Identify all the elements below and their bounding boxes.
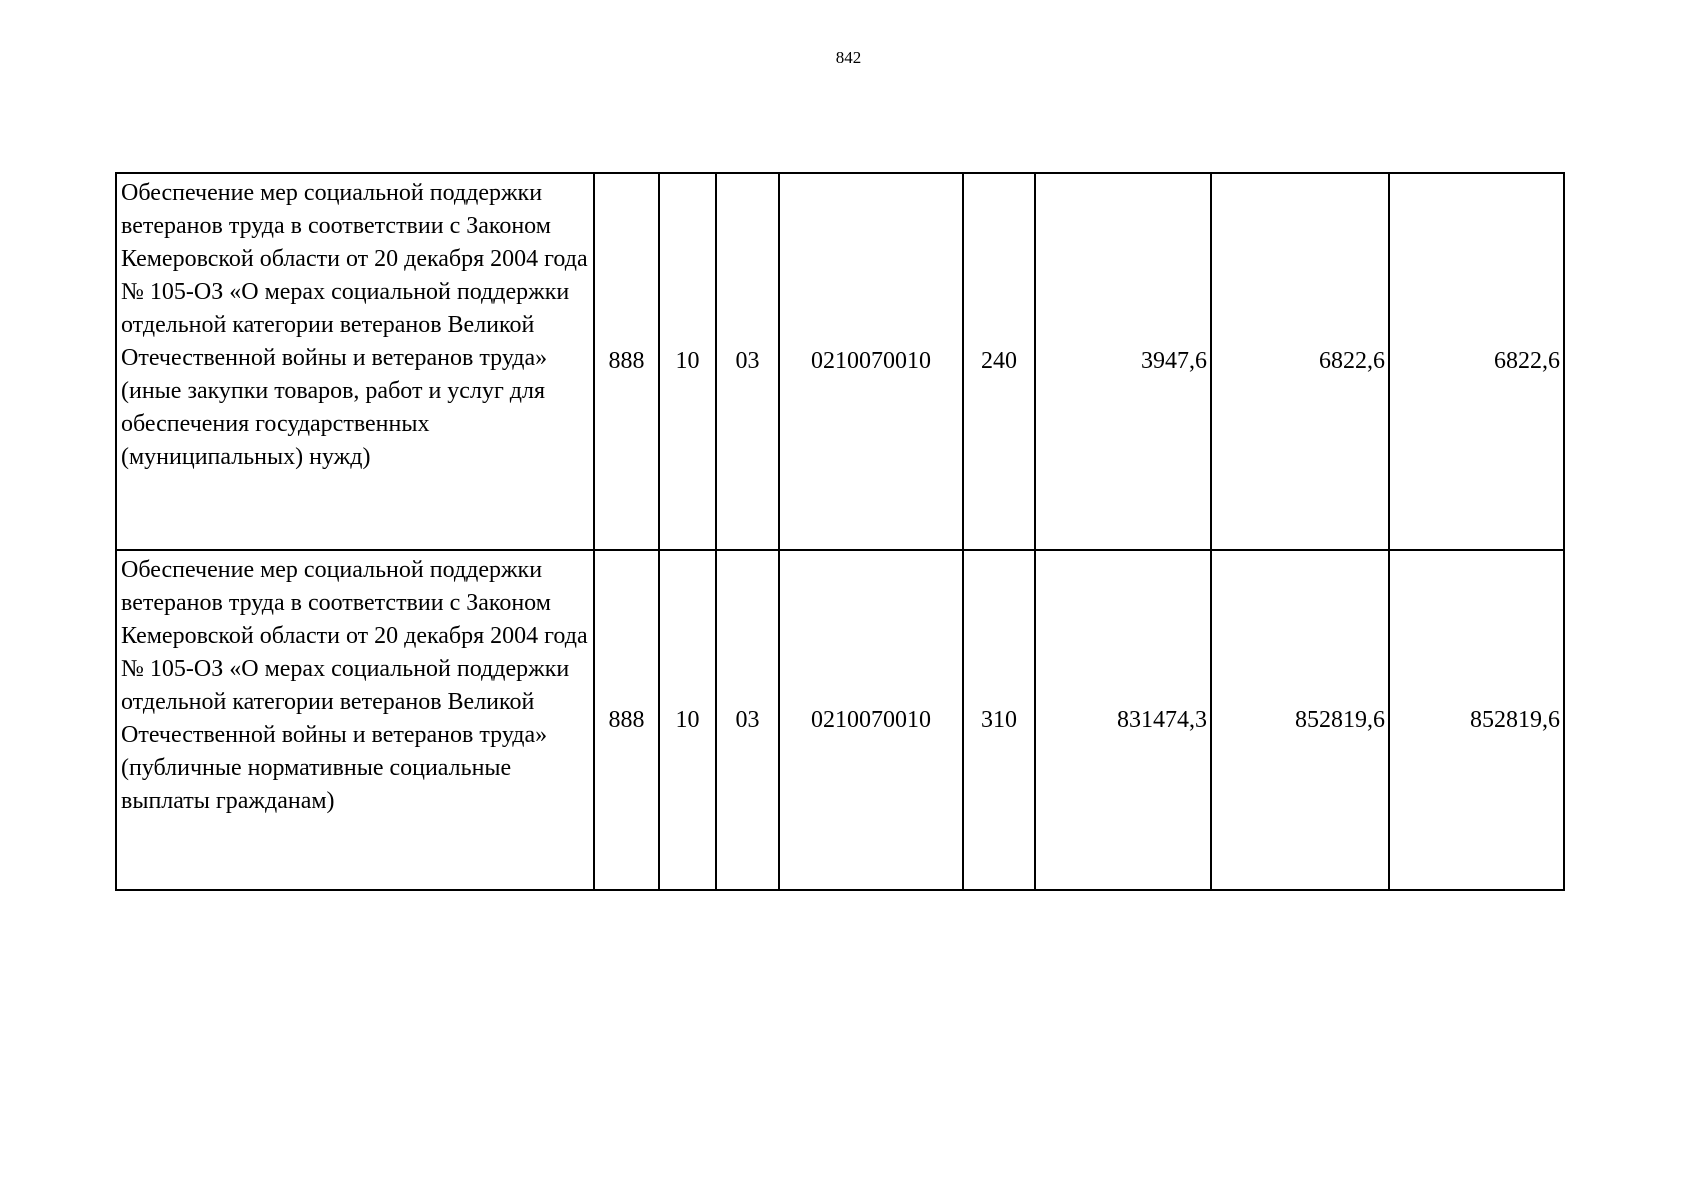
row-description: Обеспечение мер социальной поддержки ветеранов труда в соответствии с Законом Кемеровской области от 20 декабря 2004 года № 105-ОЗ «О мерах социальной поддержки отдельной категории ветеранов Великой Отечественной войны и ветеранов труда» (публичные нормативные социальные выплаты гражданам) bbox=[116, 550, 594, 890]
table-row bbox=[116, 173, 1564, 550]
subsection-code: 03 bbox=[716, 173, 779, 550]
amount-2: 852819,6 bbox=[1211, 550, 1389, 890]
page-number: 842 bbox=[835, 48, 862, 67]
amount-1: 3947,6 bbox=[1035, 173, 1211, 550]
target-article-code: 0210070010 bbox=[779, 550, 963, 890]
expense-type-code: 240 bbox=[963, 173, 1035, 550]
ministry-code: 888 bbox=[594, 550, 659, 890]
amount-2: 6822,6 bbox=[1211, 173, 1389, 550]
expense-type-code: 310 bbox=[963, 550, 1035, 890]
row-description: Обеспечение мер социальной поддержки ветеранов труда в соответствии с Законом Кемеровской области от 20 декабря 2004 года № 105-ОЗ «О мерах социальной поддержки отдельной категории ветеранов Великой Отечественной войны и ветеранов труда» (иные закупки товаров, работ и услуг для обеспечения государственных (муниципальных) нужд) bbox=[116, 173, 594, 550]
section-code: 10 bbox=[659, 550, 716, 890]
section-code: 10 bbox=[659, 173, 716, 550]
amount-1: 831474,3 bbox=[1035, 550, 1211, 890]
subsection-code: 03 bbox=[716, 550, 779, 890]
target-article-code: 0210070010 bbox=[779, 173, 963, 550]
amount-3: 6822,6 bbox=[1389, 173, 1564, 550]
ministry-code: 888 bbox=[594, 173, 659, 550]
budget-table bbox=[115, 172, 1565, 891]
amount-3: 852819,6 bbox=[1389, 550, 1564, 890]
table-row bbox=[116, 550, 1564, 890]
